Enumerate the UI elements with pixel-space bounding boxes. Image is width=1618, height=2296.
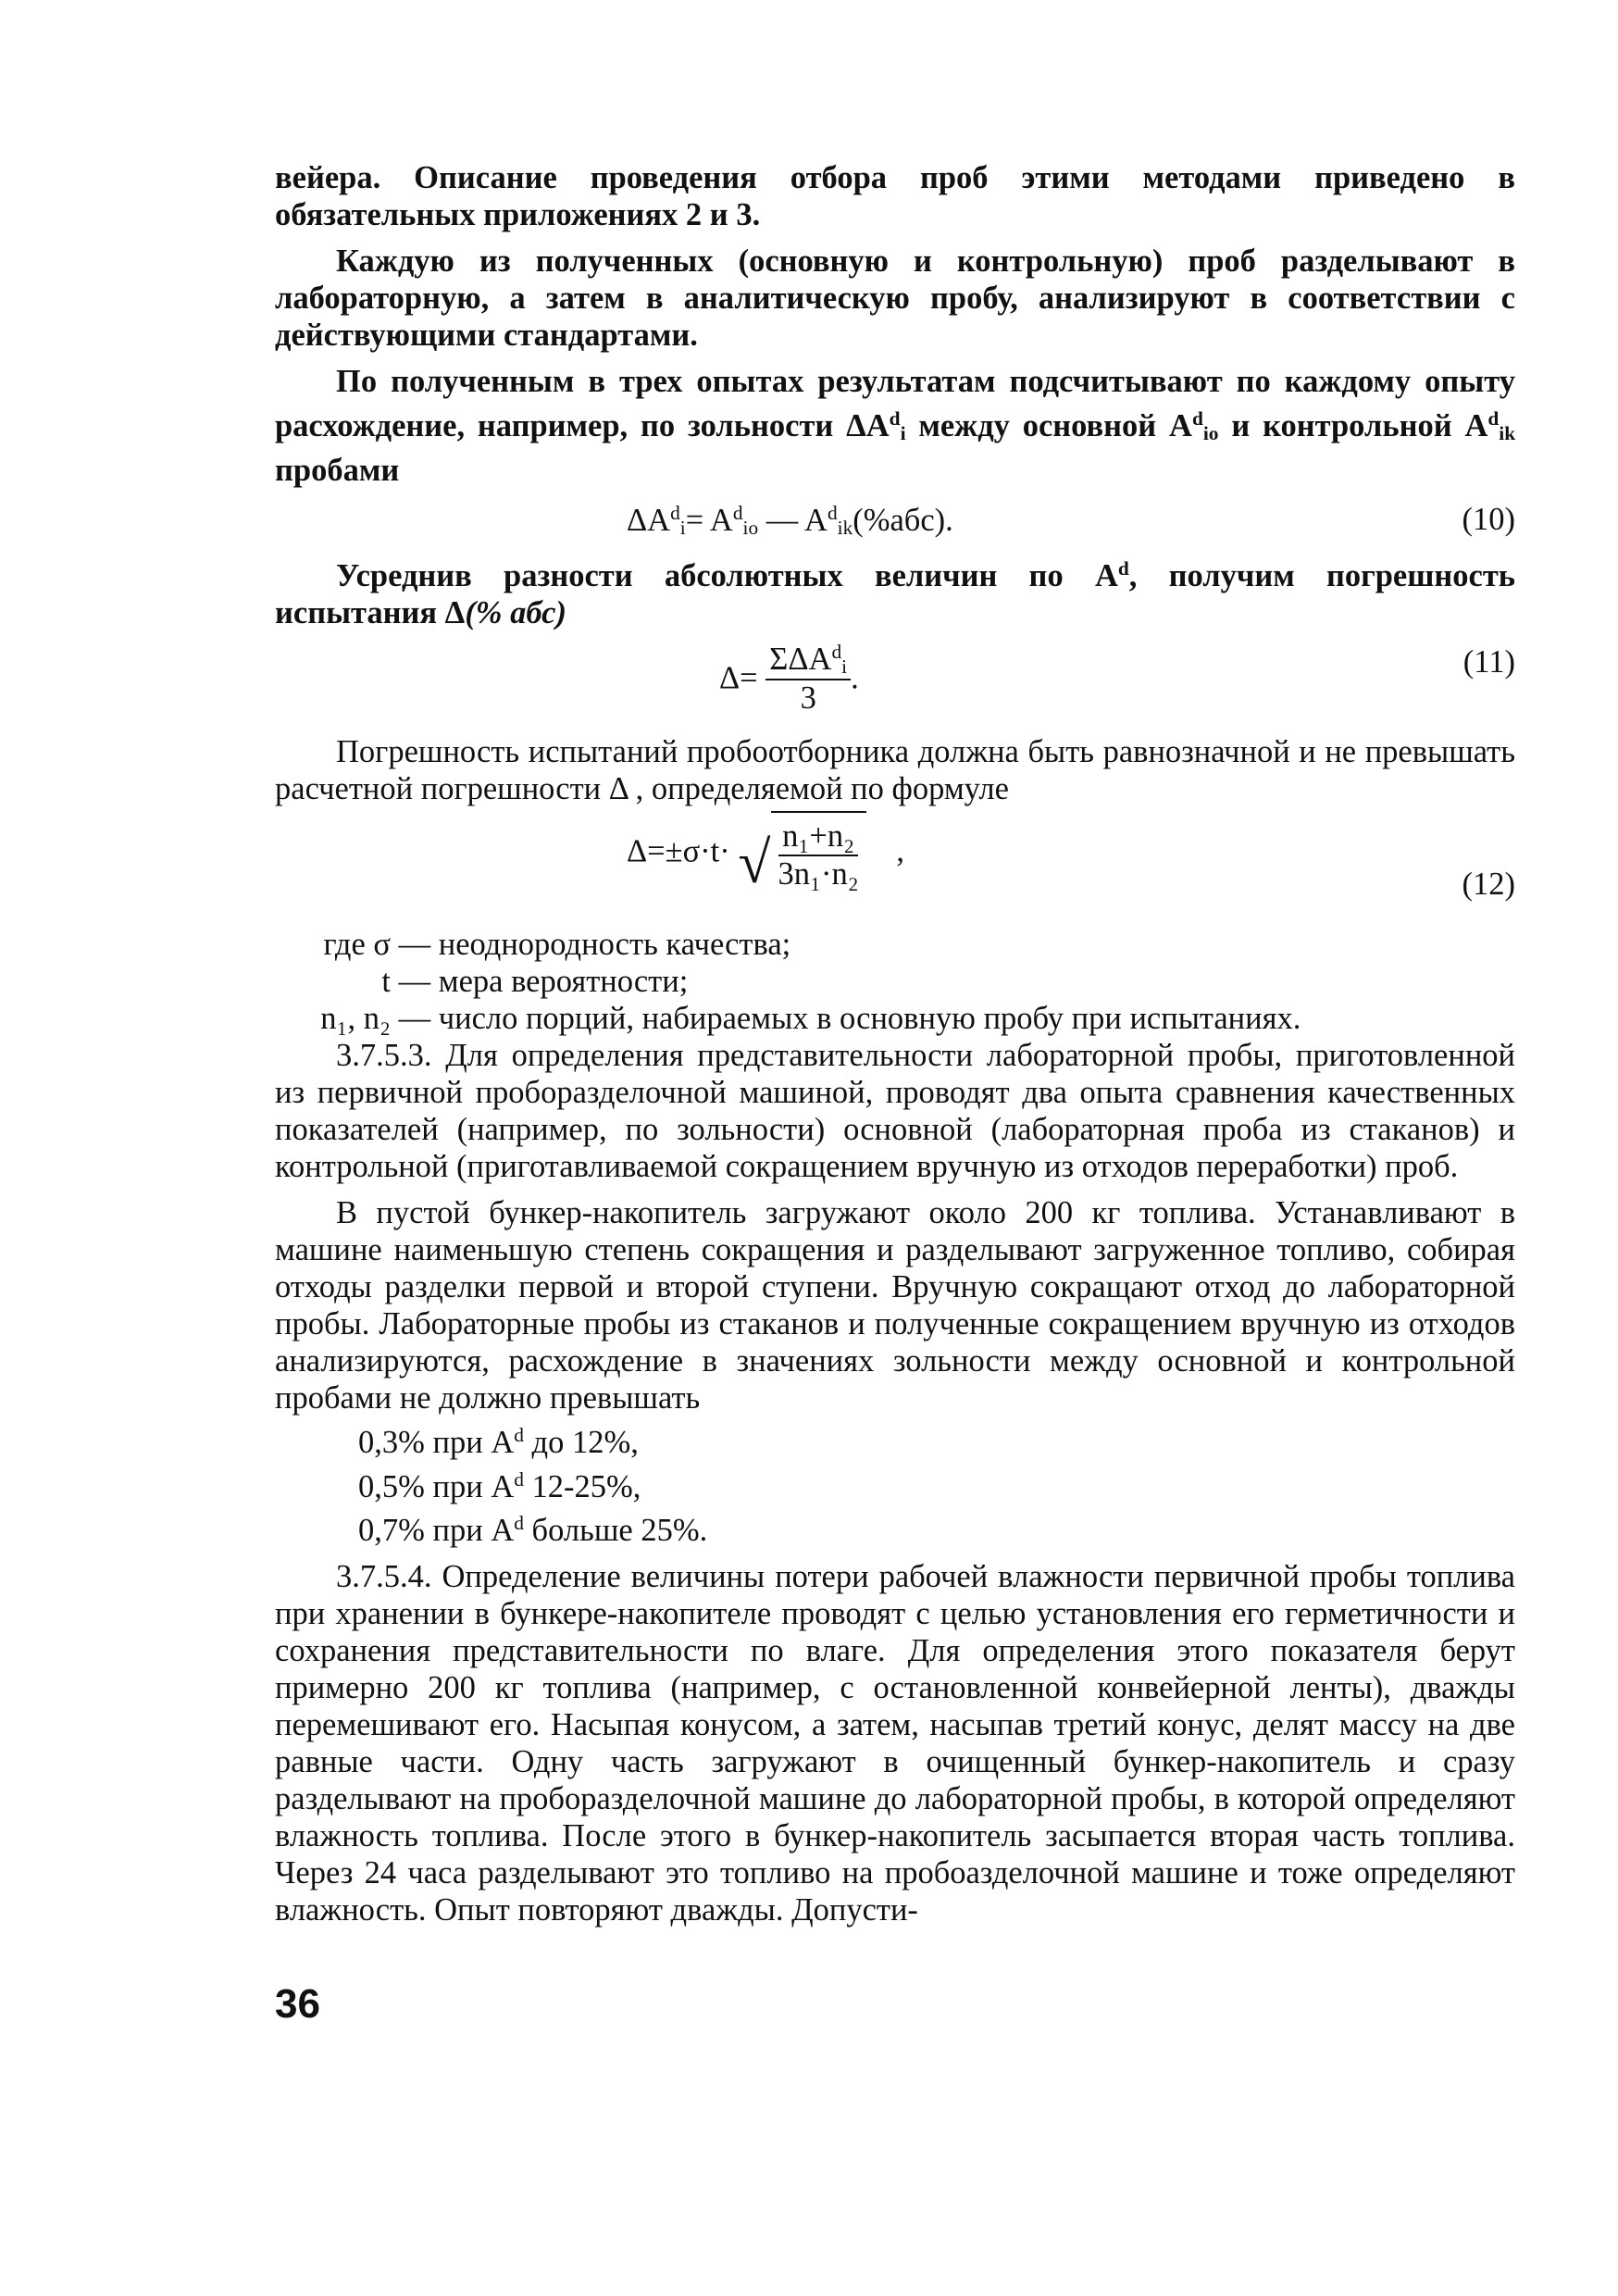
formula-12: Δ=±σ·t· √ $\frac{\text{n₁+n₂}}{\text{3n₁·n₂}}$ ,	[627, 811, 904, 892]
paragraph-6: 3.7.5.3. Для определения представительности лабораторной пробы, приготовленной из первичной проборазделочной машиной, проводят два опыта сравнения качественных показателей (например, по зольности) основной (лабораторная проба из стаканов) и контрольной (приготавливаемой сокращением вручную из отходов переработки) проб.	[275, 1037, 1515, 1184]
fraction-11: $\frac{\Sigma\Delta A^d_i}{3}$	[765, 641, 851, 717]
paragraph-3: По полученным в трех опытах результатам подсчитывают по каждому опыту расхождение, например, по зольности $\Delta A^d_i$ между основной $A^d_{io}$ и контрольной $A^d_{ik}$ пробами	[275, 364, 1516, 489]
page-number: 36	[275, 1981, 320, 2027]
paragraph-7: В пустой бункер-накопитель загружают около 200 кг топлива. Устанавливают в машине наименьшую степень сокращения и разделывают загруженное топливо, собирая отходы разделки первой и второй ступени. Вручную сокращают отход до лабораторной пробы. Лабораторные пробы из стаканов и полученные сокращением вручную из отходов анализируются, расхождение в значениях зольности между основной и контрольной пробами не должно превышать	[275, 1194, 1515, 1416]
formula-10-row	[275, 489, 1515, 550]
formula-12-row	[275, 807, 1515, 926]
limit-item: 0,3% при $A^d$ до 12%,	[358, 1423, 639, 1460]
equation-number-12: (12)	[1462, 866, 1515, 902]
paragraph-4: Усреднив разности абсолютных величин по $A^d$, получим погрешность испытания Δ(% абс)	[275, 557, 1516, 630]
formula-11-row	[275, 631, 1515, 733]
where-item: где σ — неоднородность качества;	[323, 926, 791, 962]
equation-number-10: (10)	[1462, 502, 1515, 538]
limits-list	[275, 1416, 1515, 1549]
page-body	[275, 159, 1515, 1928]
limit-item: 0,5% при $A^d$ 12-25%,	[358, 1467, 641, 1504]
paragraph-8: 3.7.5.4. Определение величины потери рабочей влажности первичной пробы топлива при хранении в бункере-накопителе проводят с целью установления его герметичности и сохранения представительности по влаге. Для определения этого показателя берут примерно 200 кг топлива (например, с остановленной конвейерной ленты), дважды перемешивают его. Насыпая конусом, а затем, насыпав третий конус, делят массу на две равные части. Одну часть загружают в очищенный бункер-накопитель и сразу разделывают на проборазделочной машине до лабораторной пробы, в которой определяют влажность топлива. После этого в бункер-накопитель засыпается вторая часть топлива. Через 24 часа разделывают это топливо на пробоазделочной машине и тоже определяют влажность. Опыт повторяют дважды. Допусти-	[275, 1559, 1515, 1928]
fraction-12: $\frac{\text{n₁+n₂}}{\text{3n₁·n₂}}$	[778, 817, 859, 892]
where-list	[275, 926, 1515, 1037]
paragraph-5: Погрешность испытаний пробоотборника должна быть равнозначной и не превышать расчетной погрешности Δ , определяемой по формуле	[275, 733, 1515, 806]
radical-sign: √ $\frac{\text{n₁+n₂}}{\text{3n₁·n₂}}$	[738, 811, 865, 892]
formula-11: Δ= $\frac{\Sigma\Delta A^d_i}{3}$ .	[719, 640, 859, 716]
symbol-dA: ΔA	[846, 407, 890, 443]
paragraph-1: вейера. Описание проведения отбора проб этими методами приведено в обязательных приложениях 2 и 3.	[275, 160, 1515, 232]
formula-10: $\Delta A^d_i= A^d_{io}$ — $A^d_{ik}(\%абс)$.	[627, 502, 953, 540]
paragraph-2: Каждую из полученных (основную и контрольную) проб разделывают в лабораторную, а затем в аналитическую пробу, анализируют в соответствии с действующими стандартами.	[275, 243, 1515, 353]
where-item: n₁, n₂ — число порций, набираемых в основную пробу при испытаниях.	[320, 1000, 1301, 1036]
limit-item: 0,7% при $A^d$ больше 25%.	[358, 1512, 708, 1549]
equation-number-11: (11)	[1462, 643, 1515, 680]
where-item: t — мера вероятности;	[381, 963, 689, 999]
